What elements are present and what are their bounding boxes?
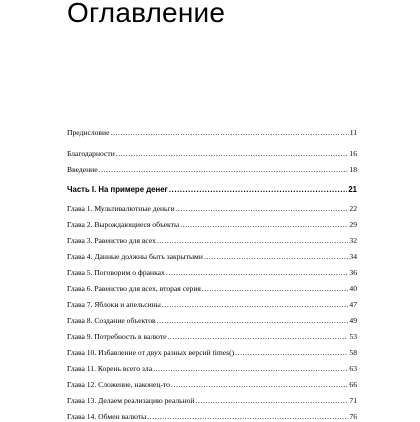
toc-entry[interactable] (67, 380, 357, 390)
toc-part-entry[interactable] (67, 185, 357, 195)
dot-leader (153, 364, 348, 374)
toc-entry[interactable] (67, 128, 357, 138)
toc-entry[interactable] (67, 149, 357, 159)
toc-entry-page: 40 (349, 284, 357, 293)
dot-leader (157, 236, 348, 246)
toc-entry-label: Глава 10. Избавление от двух разных версий times() (67, 348, 235, 357)
toc-entry[interactable] (67, 252, 357, 262)
toc-entry[interactable] (67, 236, 357, 246)
toc-entry-label: Благодарности (67, 149, 115, 158)
toc-entry-label: Глава 5. Поговорим о франках (67, 268, 165, 277)
toc-entry-label: Глава 14. Обмен валюты (67, 412, 147, 421)
dot-leader (116, 149, 349, 159)
toc-entry-label: Часть I. На примере денег (67, 185, 168, 194)
dot-leader (147, 412, 348, 422)
toc-entry[interactable] (67, 364, 357, 374)
toc-entry-page: 36 (349, 268, 357, 277)
dot-leader (180, 220, 348, 230)
dot-leader (196, 396, 349, 406)
toc-entry[interactable] (67, 412, 357, 422)
toc-entry-label: Глава 1. Мультивалютные деньги (67, 204, 175, 213)
toc-entry-page: 32 (349, 236, 357, 245)
toc-entry-page: 11 (349, 128, 357, 137)
toc-entry-label: Глава 13. Делаем реализацию реальной (67, 396, 195, 405)
toc-entry-page: 47 (349, 300, 357, 309)
toc-entry-page: 58 (349, 348, 357, 357)
dot-leader (166, 268, 349, 278)
toc-entry-page: 71 (349, 396, 357, 405)
toc-entry[interactable] (67, 396, 357, 406)
toc-entry[interactable] (67, 300, 357, 310)
dot-leader (176, 204, 349, 214)
dot-leader (162, 300, 349, 310)
dot-leader (168, 332, 349, 342)
page-title: Оглавление (67, 0, 226, 28)
toc-entry-label: Глава 3. Равенство для всех (67, 236, 156, 245)
dot-leader (204, 252, 348, 262)
toc-entry[interactable] (67, 316, 357, 326)
toc-entry[interactable] (67, 332, 357, 342)
toc-entry-page: 22 (349, 204, 357, 213)
toc-entry-label: Предисловие (67, 128, 110, 137)
toc-entry-page: 53 (349, 332, 357, 341)
dot-leader (171, 380, 348, 390)
dot-leader (157, 316, 349, 326)
dot-leader (99, 165, 349, 175)
toc-entry-label: Глава 11. Корень всего зла (67, 364, 153, 373)
toc-entry-page: 29 (349, 220, 357, 229)
toc-entry[interactable] (67, 284, 357, 294)
toc-entry-label: Глава 4. Данные должны быть закрытыми (67, 252, 203, 261)
toc-entry[interactable] (67, 204, 357, 214)
dot-leader (235, 348, 348, 358)
dot-leader (110, 128, 348, 138)
toc-entry[interactable] (67, 268, 357, 278)
dot-leader (169, 185, 348, 195)
toc-entry-label: Глава 6. Равенство для всех, вторая серия (67, 284, 201, 293)
toc-entry-page: 76 (349, 412, 357, 421)
toc-entry-label: Глава 2. Вырождающиеся объекты (67, 220, 180, 229)
toc-entry-label: Глава 8. Создание объектов (67, 316, 156, 325)
toc-entry-label: Глава 12. Сложение, наконец-то (67, 380, 170, 389)
toc-entry[interactable] (67, 220, 357, 230)
toc-entry-page: 66 (349, 380, 357, 389)
toc-entry-page: 21 (348, 185, 357, 194)
toc-entry-label: Глава 9. Потребность в валюте (67, 332, 167, 341)
toc-entry-label: Введение (67, 165, 98, 174)
toc-entry[interactable] (67, 348, 357, 358)
toc-entry[interactable] (67, 165, 357, 175)
toc-entry-page: 18 (349, 165, 357, 174)
toc-entry-page: 49 (349, 316, 357, 325)
toc-entry-page: 63 (349, 364, 357, 373)
toc-entry-page: 34 (349, 252, 357, 261)
toc-entry-label: Глава 7. Яблоки и апельсины (67, 300, 161, 309)
dot-leader (202, 284, 349, 294)
toc-entry-page: 16 (349, 149, 357, 158)
